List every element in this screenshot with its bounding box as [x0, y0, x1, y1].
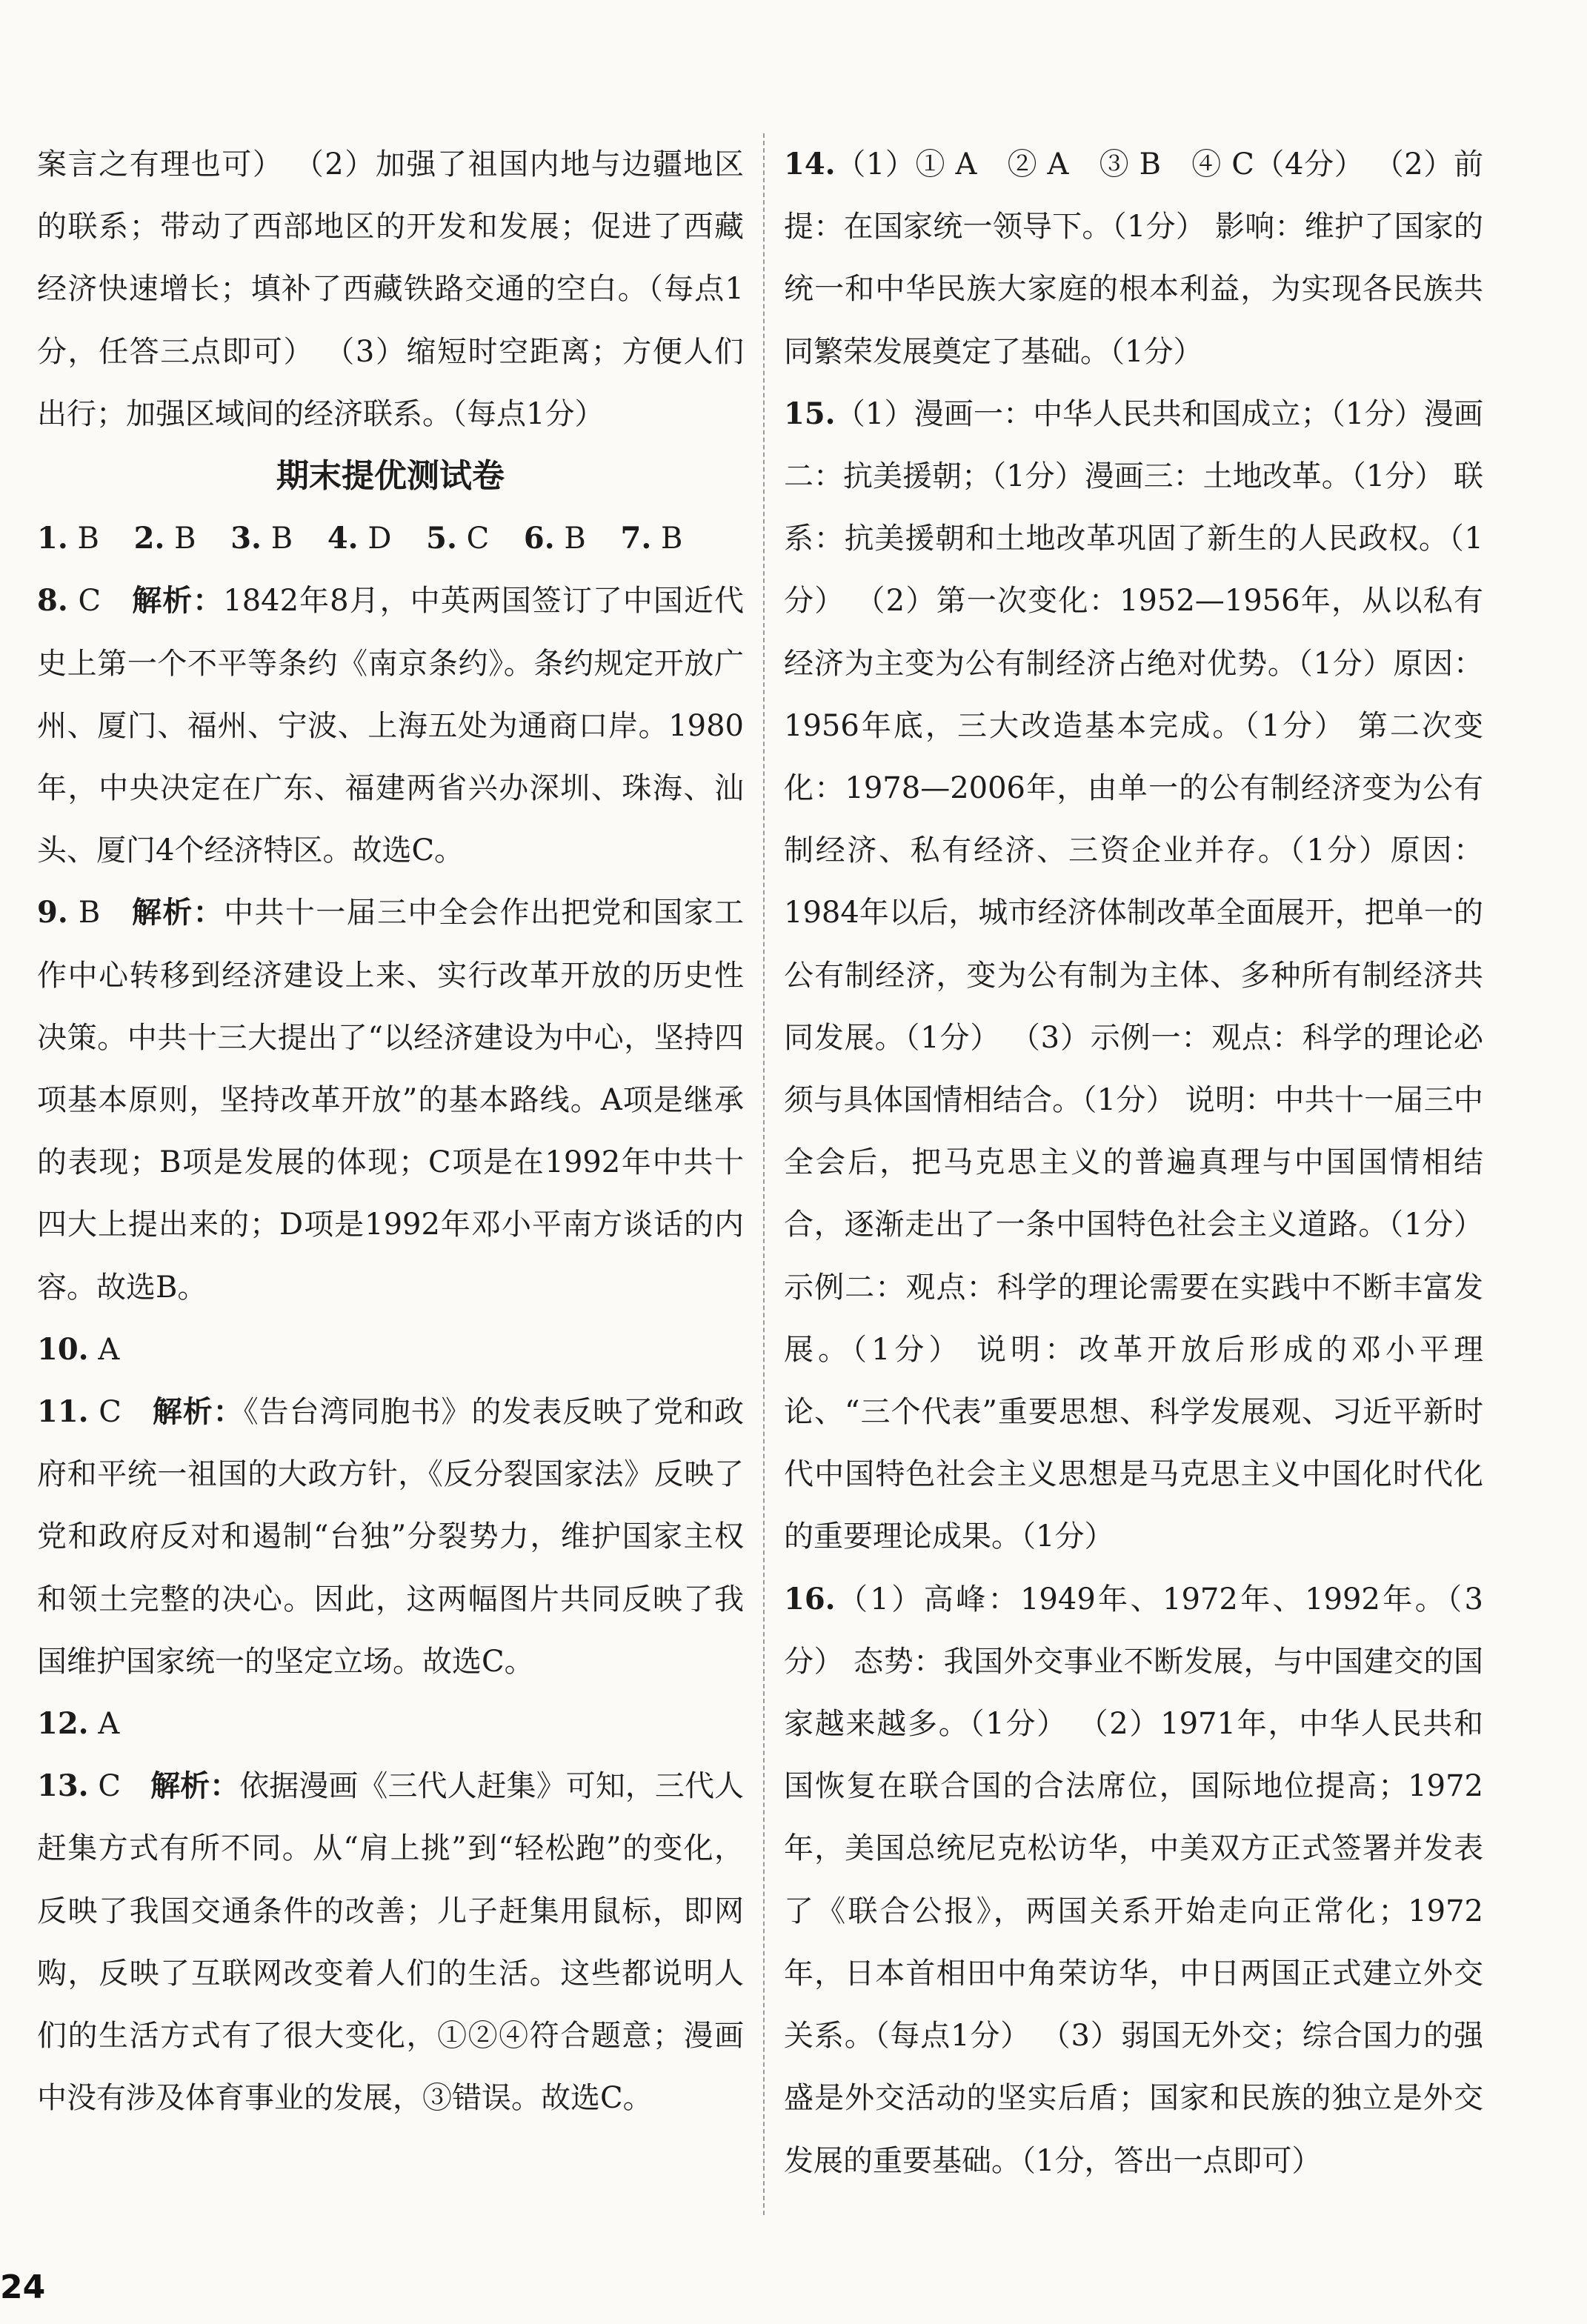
q9-block: [37, 882, 744, 1318]
q8-number: 8.: [37, 583, 68, 619]
q8-analysis: 1842年8月，中英两国签订了中国近代史上第一个不平等条约《南京条约》。条约规定开放广州、厦门、福州、宁波、上海五处为通商口岸。1980年，中央决定在广东、福建两省兴办深圳、珠海、汕头、厦门4个经济特区。故选C。: [37, 584, 744, 868]
q8-answer: C: [78, 584, 102, 619]
column-divider: [763, 133, 765, 2215]
q15-answer: （1）漫画一：中华人民共和国成立；（1分）漫画二：抗美援朝；（1分）漫画三：土地改革。（1分） 联系：抗美援朝和土地改革巩固了新生的人民政权。（1分） （2）第一次变化：1952—1956年，从以私有经济为主变为公有制经济占绝对优势。（1分）原因：1956年底，三大改造基本完成。（1分） 第二次变化：1978—2006年，由单一的公有制经济变为公有制经济、私有经济、三资企业并存。（1分）原因：1984年以后，城市经济体制改革全面展开，把单一的公有制经济，变为公有制为主体、多种所有制经济共同发展。（1分） （3）示例一：观点：科学的理论必须与具体国情相结合。（1分） 说明：中共十一届三中全会后，把马克思主义的普遍真理与中国国情相结合，逐渐走出了一条中国特色社会主义道路。（1分） 示例二：观点：科学的理论需要在实践中不断丰富发展。（1分） 说明：改革开放后形成的邓小平理论、“三个代表”重要思想、科学发展观、习近平新时代中国特色社会主义思想是马克思主义中国化时代化的重要理论成果。（1分）: [784, 396, 1483, 1554]
q13-analysis-label: 解析：: [150, 1769, 240, 1804]
q11-answer: C: [99, 1395, 122, 1430]
q8-block: [37, 570, 744, 882]
q16-number: 16.: [784, 1581, 836, 1617]
q10-number: 10.: [37, 1331, 89, 1367]
q12-number: 12.: [37, 1706, 89, 1742]
right-column: [784, 133, 1483, 2192]
q11-analysis: 《告台湾同胞书》的发表反映了党和政府和平统一祖国的大政方针，《反分裂国家法》反映了党和政府反对和遏制“台独”分裂势力，维护国家主权和领土完整的决心。因此，这两幅图片共同反映了我国维护国家统一的坚定立场。故选C。: [37, 1395, 745, 1679]
section-title: 期末提优测试卷: [276, 457, 505, 496]
q9-analysis-label: 解析：: [132, 896, 224, 930]
continued-answer: 案言之有理也可） （2）加强了祖国内地与边疆地区的联系；带动了西部地区的开发和发展；促进了西藏经济快速增长；填补了西藏铁路交通的空白。（每点1分，任答三点即可） （3）缩短时空距离；方便人们出行；加强区域间的经济联系。（每点1分）: [37, 147, 744, 431]
answers-1-7: [37, 507, 744, 570]
q3-number: 3.: [230, 521, 262, 556]
q2-number: 2.: [133, 521, 165, 556]
q10-block: [37, 1319, 744, 1381]
q16-block: [784, 1568, 1483, 2192]
q11-analysis-label: 解析：: [152, 1395, 244, 1430]
q15-block: [784, 383, 1483, 1568]
q5-answer: C: [466, 522, 490, 556]
q9-number: 9.: [37, 895, 68, 930]
q13-number: 13.: [37, 1768, 89, 1804]
q11-number: 11.: [37, 1394, 89, 1430]
q3-answer: B: [270, 522, 293, 556]
q15-number: 15.: [784, 396, 836, 431]
q9-analysis: 中共十一届三中全会作出把党和国家工作中心转移到经济建设上来、实行改革开放的历史性决策。中共十三大提出了“以经济建设为中心，坚持四项基本原则，坚持改革开放”的基本路线。A项是继承的表现；B项是发展的体现；C项是在1992年中共十四大上提出来的；D项是1992年邓小平南方谈话的内容。故选B。: [37, 896, 745, 1305]
q1-answer: B: [77, 522, 99, 556]
q4-answer: D: [367, 522, 392, 556]
q7-number: 7.: [620, 521, 652, 556]
q5-number: 5.: [426, 521, 457, 556]
q13-answer: C: [98, 1769, 121, 1804]
q13-analysis: 依据漫画《三代人赶集》可知，三代人赶集方式有所不同。从“肩上挑”到“轻松跑”的变化，反映了我国交通条件的改善；儿子赶集用鼠标，即网购，反映了互联网改变着人们的生活。这些都说明人们的生活方式有了很大变化，①②④符合题意；漫画中没有涉及体育事业的发展，③错误。故选C。: [37, 1769, 745, 2116]
left-column: [37, 133, 744, 2130]
q1-number: 1.: [37, 521, 68, 556]
q11-block: [37, 1381, 744, 1693]
q7-answer: B: [661, 522, 683, 556]
q14-answer: （1）① A ② A ③ B ④ C（4分） （2）前提：在国家统一领导下。（1分） 影响：维护了国家的统一和中华民族大家庭的根本利益，为实现各民族共同繁荣发展奠定了基础。（1分）: [784, 147, 1483, 369]
q12-block: [37, 1693, 744, 1755]
q6-answer: B: [564, 522, 586, 556]
q14-block: [784, 133, 1483, 383]
q12-answer: A: [98, 1707, 120, 1742]
q13-block: [37, 1755, 744, 2129]
q10-answer: A: [98, 1332, 120, 1367]
q9-answer: B: [78, 896, 101, 930]
q8-analysis-label: 解析：: [132, 584, 224, 619]
q2-answer: B: [174, 522, 196, 556]
q6-number: 6.: [523, 521, 555, 556]
q16-answer: （1）高峰：1949年、1972年、1992年。（3分） 态势：我国外交事业不断发展，与中国建交的国家越来越多。（1分） （2）1971年，中华人民共和国恢复在联合国的合法席位，国际地位提高；1972年，美国总统尼克松访华，中美双方正式签署并发表了《联合公报》，两国关系开始走向正常化；1972年，日本首相田中角荣访华，中日两国正式建立外交关系。（每点1分） （3）弱国无外交；综合国力的强盛是外交活动的坚实后盾；国家和民族的独立是外交发展的重要基础。（1分，答出一点即可）: [784, 1582, 1483, 2178]
q4-number: 4.: [327, 521, 359, 556]
page-number: 24: [0, 2268, 46, 2306]
q14-number: 14.: [784, 147, 836, 182]
